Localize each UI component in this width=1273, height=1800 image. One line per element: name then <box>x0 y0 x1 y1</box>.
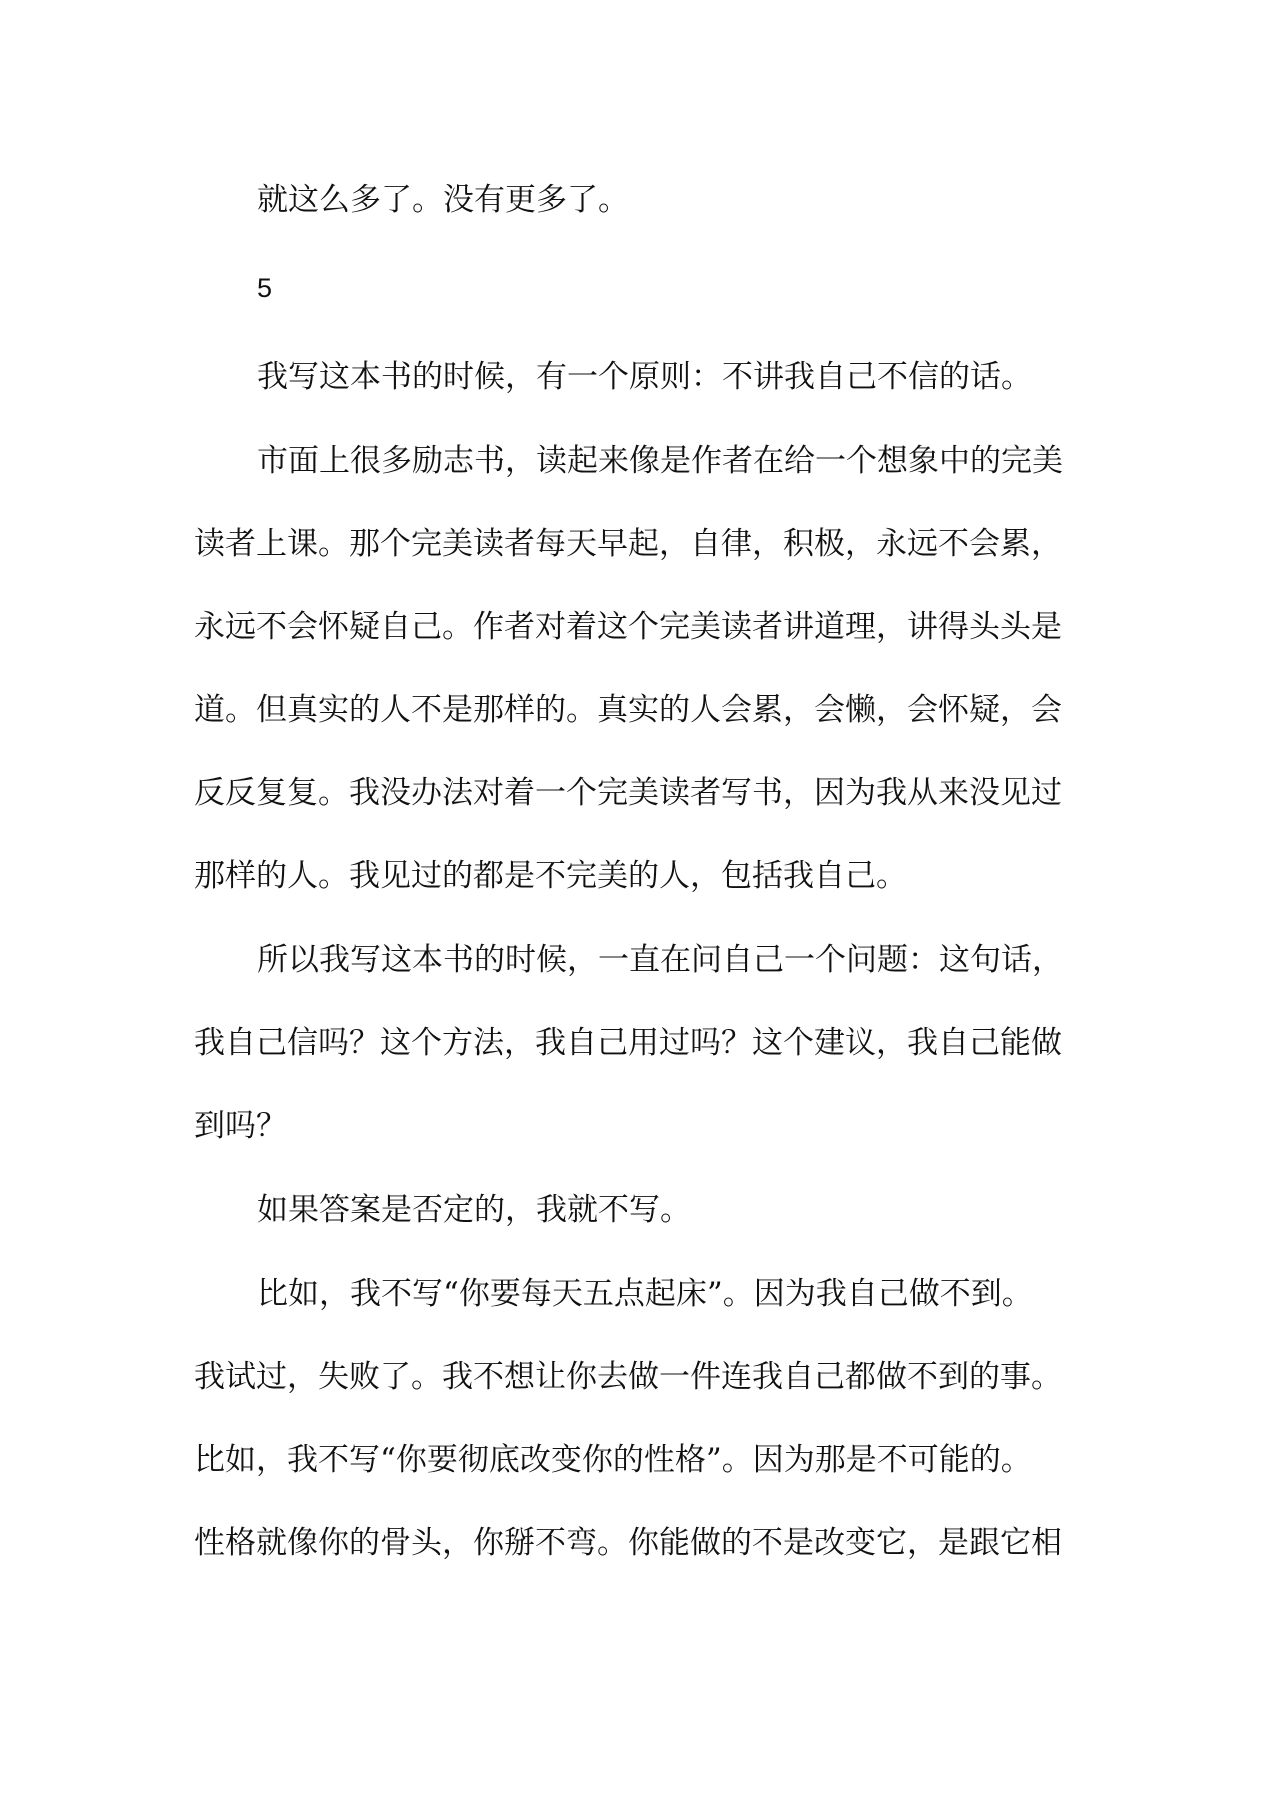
paragraph-line: 道。但真实的人不是那样的。真实的人会累，会懒，会怀疑，会 <box>194 692 1062 728</box>
paragraph-line: 就这么多了。没有更多了。 <box>257 182 629 218</box>
paragraph-line: 我试过，失败了。我不想让你去做一件连我自己都做不到的事。 <box>194 1359 1062 1395</box>
paragraph-line: 反反复复。我没办法对着一个完美读者写书，因为我从来没见过 <box>194 775 1062 811</box>
paragraph-line: 比如，我不写“你要彻底改变你的性格”。因为那是不可能的。 <box>194 1442 1032 1478</box>
paragraph-line: 所以我写这本书的时候，一直在问自己一个问题：这句话， <box>257 942 1063 978</box>
section-number: 5 <box>257 273 273 303</box>
paragraph-line: 市面上很多励志书，读起来像是作者在给一个想象中的完美 <box>257 443 1063 479</box>
paragraph-line: 永远不会怀疑自己。作者对着这个完美读者讲道理，讲得头头是 <box>194 609 1062 645</box>
paragraph-line: 到吗？ <box>194 1108 287 1144</box>
paragraph-line: 我写这本书的时候，有一个原则：不讲我自己不信的话。 <box>257 359 1032 395</box>
paragraph-line: 如果答案是否定的，我就不写。 <box>257 1192 691 1228</box>
paragraph-line: 比如，我不写“你要每天五点起床”。因为我自己做不到。 <box>257 1276 1033 1312</box>
paragraph-line: 性格就像你的骨头，你掰不弯。你能做的不是改变它，是跟它相 <box>194 1525 1062 1561</box>
paragraph-line: 我自己信吗？这个方法，我自己用过吗？这个建议，我自己能做 <box>194 1025 1062 1061</box>
paragraph-line: 读者上课。那个完美读者每天早起，自律，积极，永远不会累， <box>194 526 1062 562</box>
paragraph-line: 那样的人。我见过的都是不完美的人，包括我自己。 <box>194 858 907 894</box>
